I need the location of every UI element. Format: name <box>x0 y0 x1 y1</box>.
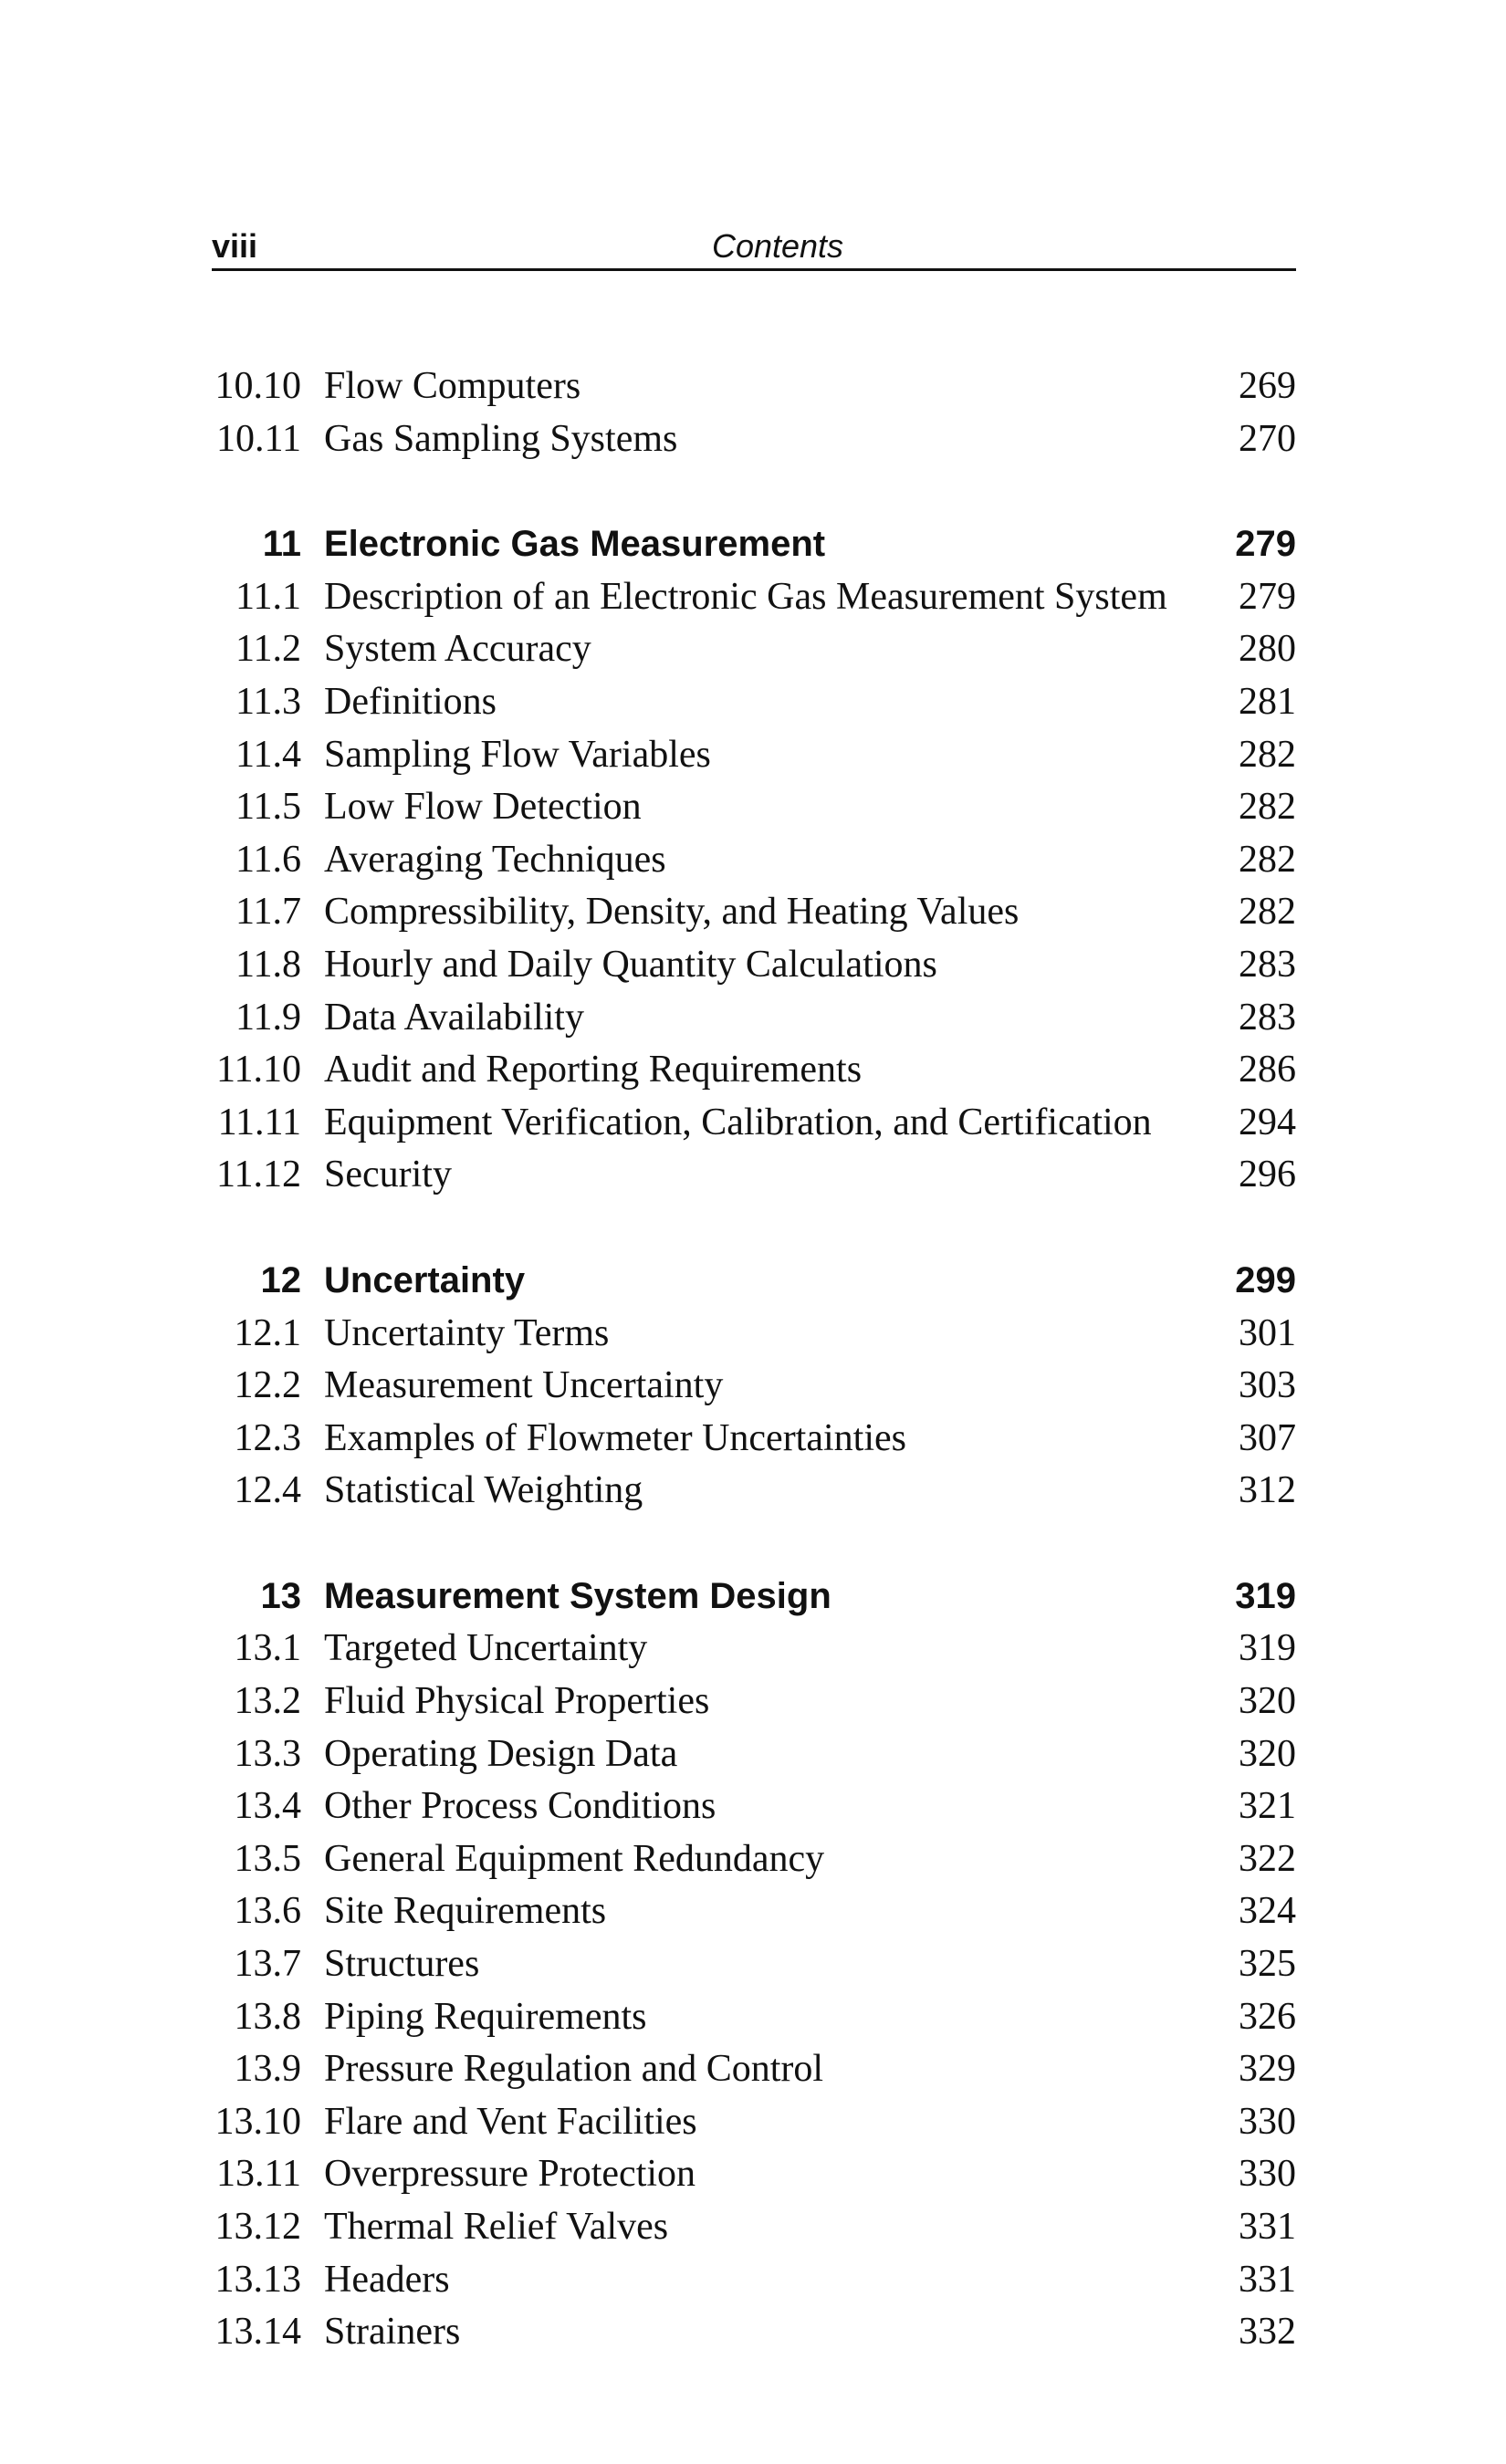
entry-title: Overpressure Protection <box>324 2153 696 2196</box>
toc-entry[interactable] <box>0 1413 1506 1466</box>
toc-entry[interactable] <box>0 939 1506 992</box>
entry-title: Operating Design Data <box>324 1732 678 1775</box>
chapter-group <box>0 1255 1506 1518</box>
entry-page: 282 <box>1239 733 1296 776</box>
toc-entry[interactable] <box>0 1676 1506 1728</box>
toc-entry[interactable] <box>0 1938 1506 1991</box>
entry-page: 329 <box>1239 2048 1296 2091</box>
entry-page: 320 <box>1239 1732 1296 1775</box>
entry-page: 282 <box>1239 891 1296 934</box>
entry-number: 11.7 <box>235 891 301 934</box>
chapter-heading[interactable] <box>0 518 1506 571</box>
entry-page: 324 <box>1239 1890 1296 1933</box>
entry-page: 321 <box>1239 1785 1296 1828</box>
toc-entry[interactable] <box>0 1885 1506 1938</box>
entry-page: 281 <box>1239 680 1296 723</box>
chapter-group <box>0 1571 1506 2359</box>
entry-number: 12.1 <box>234 1311 301 1354</box>
toc-entry[interactable] <box>0 1728 1506 1781</box>
entry-title: Flow Computers <box>324 365 581 407</box>
entry-page: 269 <box>1239 365 1296 407</box>
toc-entry[interactable] <box>0 571 1506 624</box>
entry-number: 13.13 <box>214 2258 301 2301</box>
entry-page: 331 <box>1239 2258 1296 2301</box>
entry-number: 13.2 <box>234 1680 301 1723</box>
entry-title: Definitions <box>324 680 497 723</box>
chapter-entry-title: Measurement System Design <box>324 1575 831 1616</box>
chapter-entry-page: 319 <box>1235 1575 1296 1616</box>
toc-entry[interactable] <box>0 1097 1506 1150</box>
toc-entry[interactable] <box>0 1780 1506 1833</box>
entry-title: Headers <box>324 2258 450 2301</box>
entry-number: 13.4 <box>234 1785 301 1828</box>
entry-page: 303 <box>1239 1364 1296 1407</box>
entry-title: Gas Sampling Systems <box>324 417 678 460</box>
entry-title: Fluid Physical Properties <box>324 1680 710 1723</box>
entry-number: 13.3 <box>234 1732 301 1775</box>
chapter-group <box>0 518 1506 1202</box>
toc-entry[interactable] <box>0 2306 1506 2359</box>
toc-entry[interactable] <box>0 1044 1506 1097</box>
entry-page: 331 <box>1239 2206 1296 2248</box>
entry-number: 11.1 <box>235 575 301 618</box>
chapter-entry-number: 12 <box>260 1259 301 1300</box>
entry-number: 13.6 <box>234 1890 301 1933</box>
entry-page: 286 <box>1239 1049 1296 1091</box>
entry-page: 283 <box>1239 996 1296 1039</box>
entry-number: 13.9 <box>234 2048 301 2091</box>
entry-page: 312 <box>1239 1469 1296 1512</box>
entry-title: System Accuracy <box>324 628 591 671</box>
toc-entry[interactable] <box>0 623 1506 676</box>
entry-title: Strainers <box>324 2311 461 2354</box>
chapter-entry-number: 11 <box>262 524 301 565</box>
entry-title: Hourly and Daily Quantity Calculations <box>324 943 937 986</box>
entry-title: Measurement Uncertainty <box>324 1364 724 1407</box>
entry-title: Statistical Weighting <box>324 1469 643 1512</box>
toc-entry[interactable] <box>0 1991 1506 2044</box>
toc-entry[interactable] <box>0 1465 1506 1518</box>
entry-title: Security <box>324 1154 452 1196</box>
chapter-entry-page: 299 <box>1235 1259 1296 1300</box>
toc-entry[interactable] <box>0 360 1506 413</box>
entry-title: Site Requirements <box>324 1890 607 1933</box>
chapter-heading[interactable] <box>0 1255 1506 1308</box>
entry-page: 307 <box>1239 1416 1296 1459</box>
toc-entry[interactable] <box>0 992 1506 1045</box>
entry-title: Targeted Uncertainty <box>324 1627 648 1670</box>
entry-page: 279 <box>1239 575 1296 618</box>
toc-entry[interactable] <box>0 886 1506 939</box>
chapter-entry-title: Uncertainty <box>324 1259 526 1300</box>
entry-page: 301 <box>1239 1311 1296 1354</box>
entry-number: 13.14 <box>214 2311 301 2354</box>
entry-page: 294 <box>1239 1101 1296 1143</box>
entry-title: Flare and Vent Facilities <box>324 2100 697 2143</box>
toc-entry[interactable] <box>0 1308 1506 1361</box>
entry-number: 11.4 <box>235 733 301 776</box>
entry-title: Compressibility, Density, and Heating Values <box>324 891 1020 934</box>
entry-page: 270 <box>1239 417 1296 460</box>
entry-title: Thermal Relief Valves <box>324 2206 669 2248</box>
entry-number: 10.11 <box>216 417 301 460</box>
toc-entry[interactable] <box>0 2096 1506 2149</box>
entry-title: Data Availability <box>324 996 584 1039</box>
entry-number: 13.8 <box>234 1995 301 2038</box>
entry-title: Averaging Techniques <box>324 838 666 881</box>
chapter-entry-number: 13 <box>260 1575 301 1616</box>
entry-number: 11.9 <box>235 996 301 1039</box>
entry-number: 11.2 <box>235 628 301 671</box>
entry-page: 319 <box>1239 1627 1296 1670</box>
entry-title: Uncertainty Terms <box>324 1311 610 1354</box>
toc-entry[interactable] <box>0 2201 1506 2254</box>
entry-title: Sampling Flow Variables <box>324 733 711 776</box>
chapter-group <box>0 360 1506 465</box>
chapter-entry-title: Electronic Gas Measurement <box>324 524 826 565</box>
entry-number: 13.12 <box>214 2206 301 2248</box>
entry-title: Structures <box>324 1943 480 1986</box>
entry-page: 326 <box>1239 1995 1296 2038</box>
entry-number: 13.5 <box>234 1837 301 1880</box>
entry-number: 11.11 <box>217 1101 301 1143</box>
entry-number: 11.12 <box>216 1154 301 1196</box>
toc-entry[interactable] <box>0 2148 1506 2201</box>
entry-number: 12.2 <box>234 1364 301 1407</box>
running-title: Contents <box>711 227 844 265</box>
entry-page: 330 <box>1239 2153 1296 2196</box>
entry-title: Pressure Regulation and Control <box>324 2048 824 2091</box>
entry-number: 13.7 <box>234 1943 301 1986</box>
running-header <box>212 228 1296 271</box>
toc-entry[interactable] <box>0 413 1506 466</box>
chapter-entry-page: 279 <box>1235 524 1296 565</box>
entry-title: Audit and Reporting Requirements <box>324 1049 863 1091</box>
entry-title: Piping Requirements <box>324 1995 647 2038</box>
page-folio: viii <box>212 227 258 265</box>
toc-entry[interactable] <box>0 1623 1506 1676</box>
entry-page: 296 <box>1239 1154 1296 1196</box>
entry-page: 320 <box>1239 1680 1296 1723</box>
entry-title: Examples of Flowmeter Uncertainties <box>324 1416 906 1459</box>
entry-page: 280 <box>1239 628 1296 671</box>
toc-entry[interactable] <box>0 781 1506 834</box>
entry-page: 325 <box>1239 1943 1296 1986</box>
entry-number: 11.6 <box>235 838 301 881</box>
toc-entry[interactable] <box>0 676 1506 729</box>
toc-entry[interactable] <box>0 2043 1506 2096</box>
toc-entry[interactable] <box>0 1360 1506 1413</box>
entry-number: 12.3 <box>234 1416 301 1459</box>
table-of-contents <box>0 360 1506 2412</box>
toc-entry[interactable] <box>0 1833 1506 1886</box>
entry-number: 10.10 <box>214 365 301 407</box>
entry-page: 282 <box>1239 786 1296 829</box>
entry-page: 330 <box>1239 2100 1296 2143</box>
toc-entry[interactable] <box>0 2254 1506 2307</box>
entry-title: Description of an Electronic Gas Measurement System <box>324 575 1167 618</box>
entry-number: 12.4 <box>234 1469 301 1512</box>
toc-entry[interactable] <box>0 1149 1506 1202</box>
entry-page: 283 <box>1239 943 1296 986</box>
entry-number: 11.3 <box>235 680 301 723</box>
entry-number: 13.10 <box>214 2100 301 2143</box>
entry-page: 322 <box>1239 1837 1296 1880</box>
toc-entry[interactable] <box>0 834 1506 887</box>
entry-title: Low Flow Detection <box>324 786 642 829</box>
entry-title: Other Process Conditions <box>324 1785 716 1828</box>
entry-number: 13.11 <box>216 2153 301 2196</box>
entry-page: 282 <box>1239 838 1296 881</box>
entry-number: 11.8 <box>235 943 301 986</box>
entry-title: Equipment Verification, Calibration, and Certification <box>324 1101 1152 1143</box>
entry-number: 11.5 <box>235 786 301 829</box>
entry-number: 13.1 <box>234 1627 301 1670</box>
entry-page: 332 <box>1239 2311 1296 2354</box>
entry-number: 11.10 <box>216 1049 301 1091</box>
chapter-heading[interactable] <box>0 1571 1506 1624</box>
entry-title: General Equipment Redundancy <box>324 1837 825 1880</box>
toc-entry[interactable] <box>0 729 1506 782</box>
